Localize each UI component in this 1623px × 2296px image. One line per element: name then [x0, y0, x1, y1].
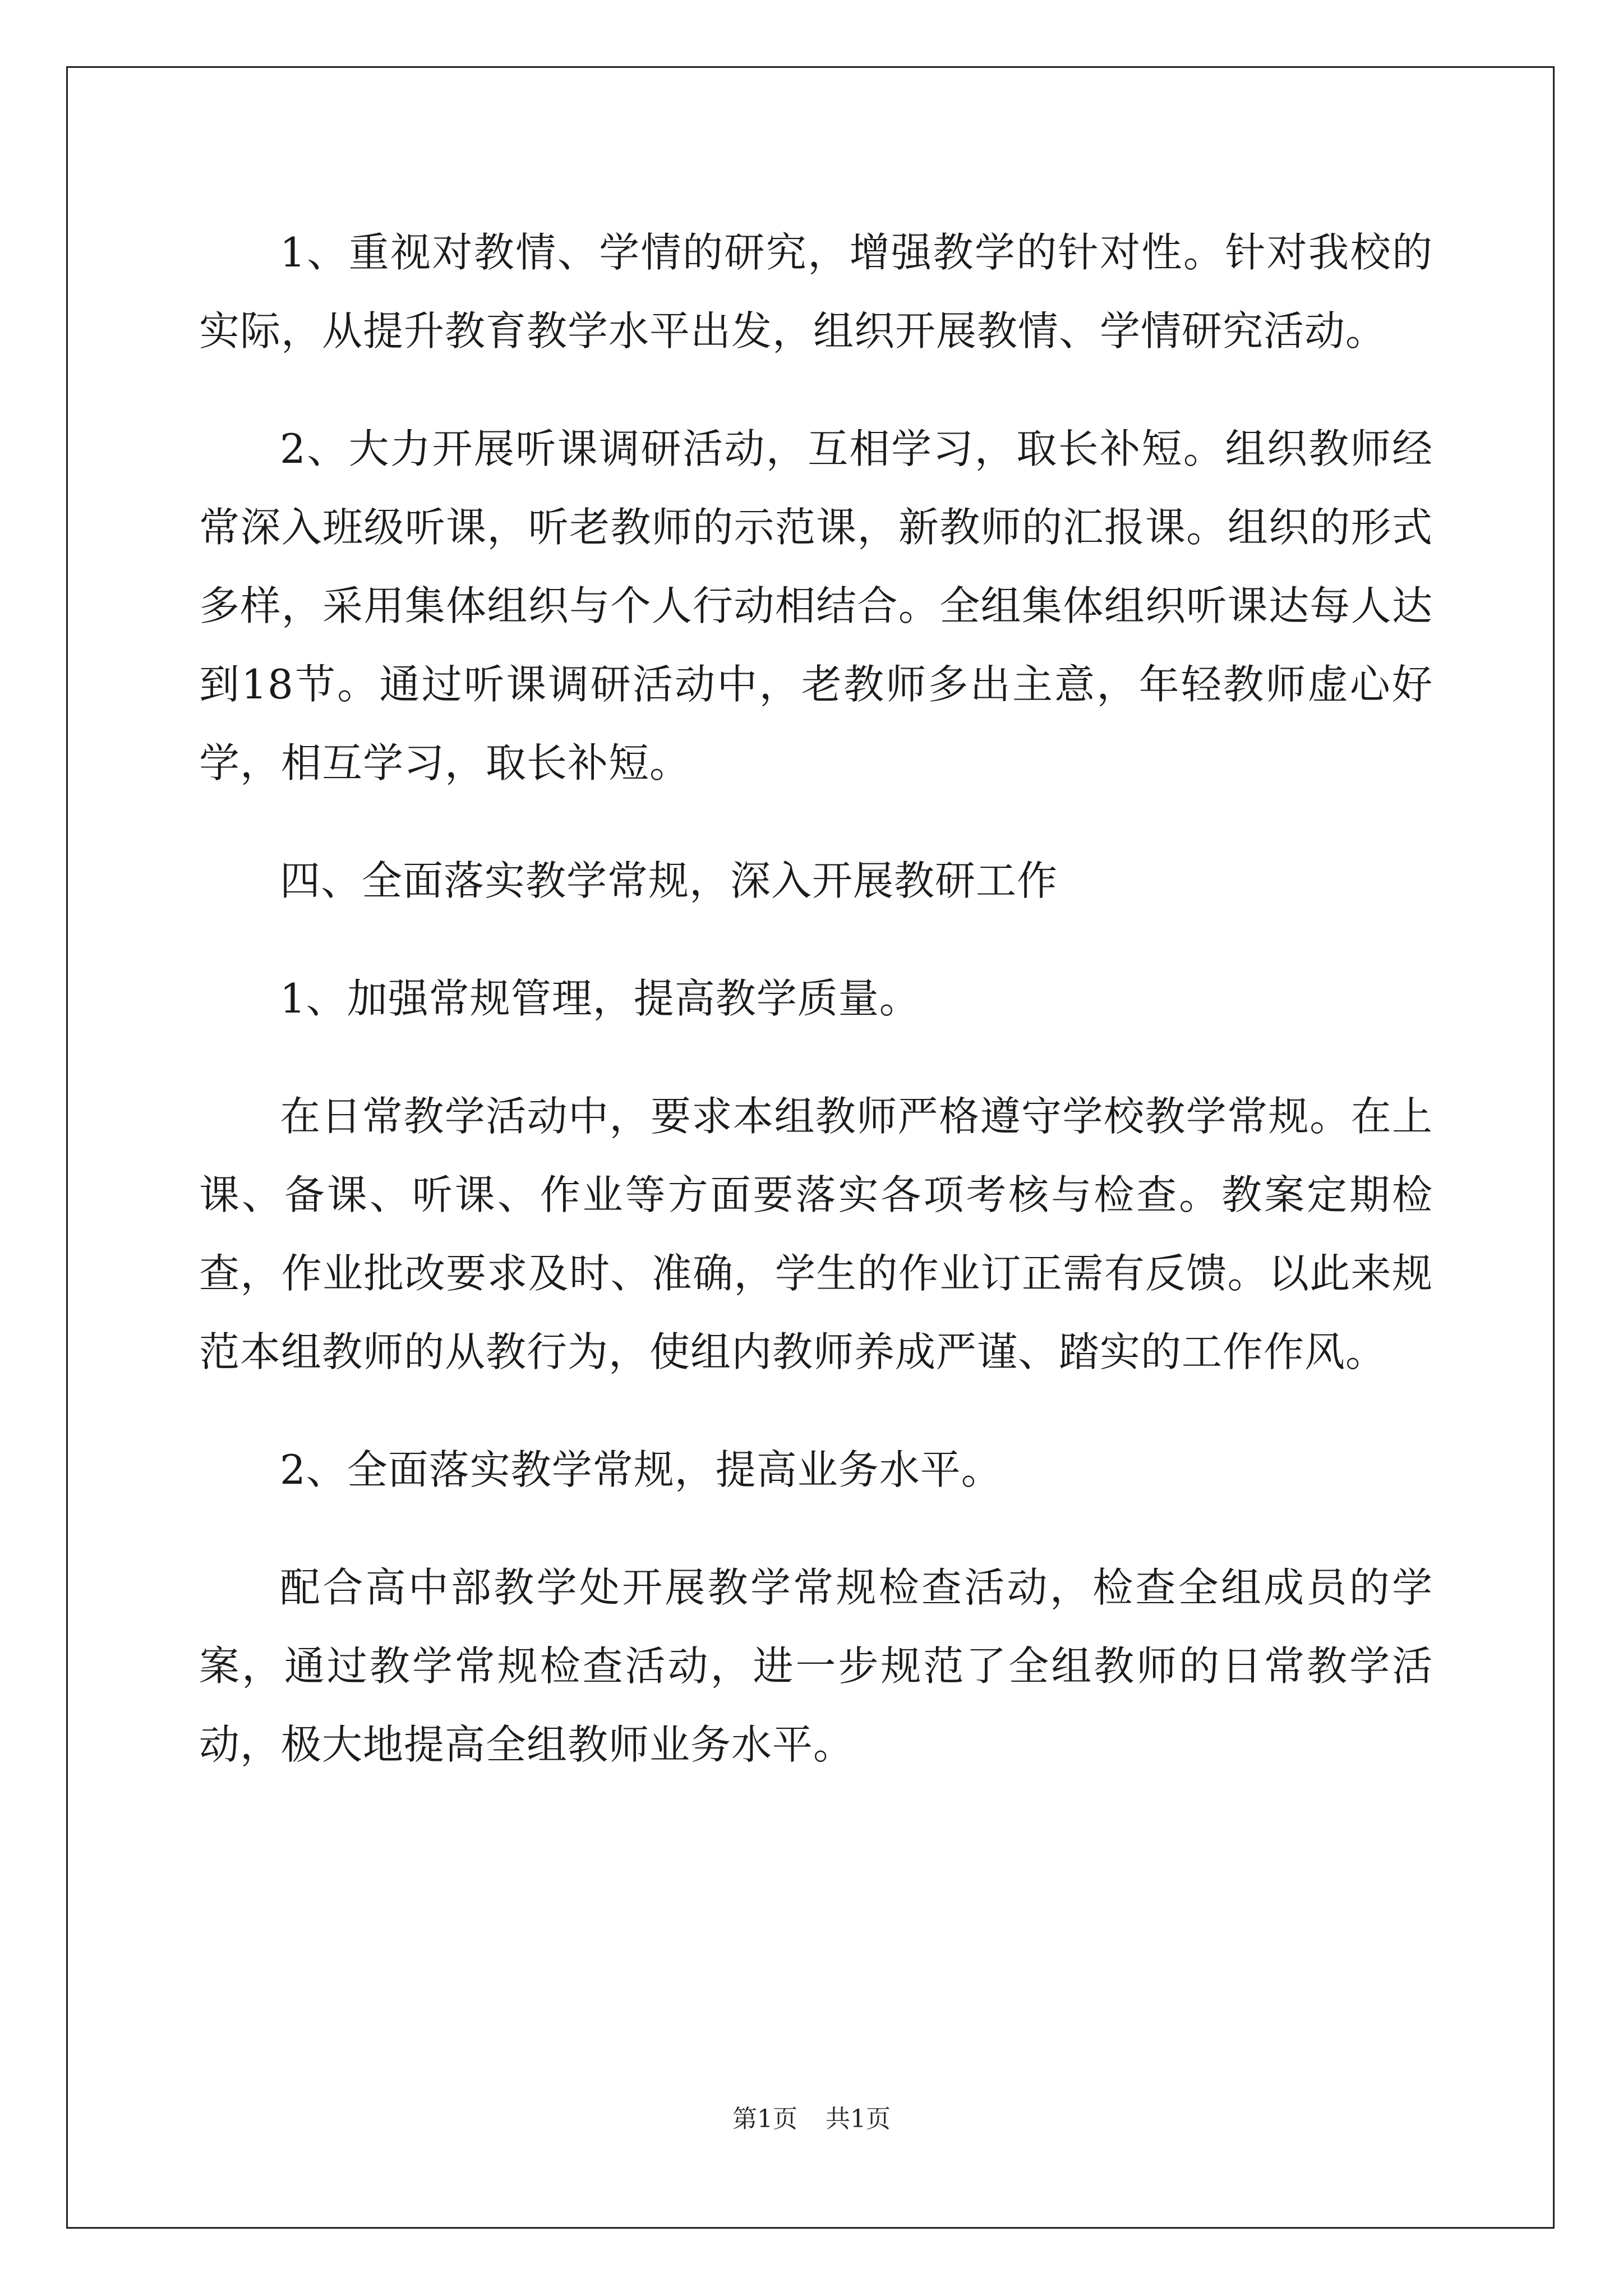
- paragraph-3: 1、加强常规管理，提高教学质量。: [280, 975, 920, 1022]
- page-number: 第1页: [732, 2105, 797, 2133]
- paragraph-5: 2、全面落实教学常规，提高业务水平。: [280, 1446, 1002, 1493]
- paragraph-2: 2、大力开展听课调研活动，互相学习，取长补短。组织教师经常深入班级听课，听老教师的示范课，新教师的汇报课。组织的形式多样，采用集体组织与个人行动相结合。全组集体组织听课达每人达到18节。通过听课调研活动中，老教师多出主意，年轻教师虚心好学，相互学习，取长补短。: [199, 425, 1433, 786]
- paragraph-4: 在日常教学活动中，要求本组教师严格遵守学校教学常规。在上课、备课、听课、作业等方面要落实各项考核与检查。教案定期检查，作业批改要求及时、准确，学生的作业订正需有反馈。以此来规范本组教师的从教行为，使组内教师养成严谨、踏实的工作作风。: [199, 1093, 1433, 1375]
- document-body: [199, 213, 1433, 1823]
- section-heading: 四、全面落实教学常规，深入开展教研工作: [280, 857, 1058, 904]
- paragraph-1: 1、重视对教情、学情的研究，增强教学的针对性。针对我校的实际，从提升教育教学水平出发，组织开展教情、学情研究活动。: [199, 229, 1433, 355]
- page-total: 共1页: [826, 2105, 891, 2133]
- paragraph-6: 配合高中部教学处开展教学常规检查活动，检查全组成员的学案，通过教学常规检查活动，进一步规范了全组教师的日常教学活动，极大地提高全组教师业务水平。: [199, 1564, 1433, 1768]
- page-footer: [0, 2102, 1623, 2136]
